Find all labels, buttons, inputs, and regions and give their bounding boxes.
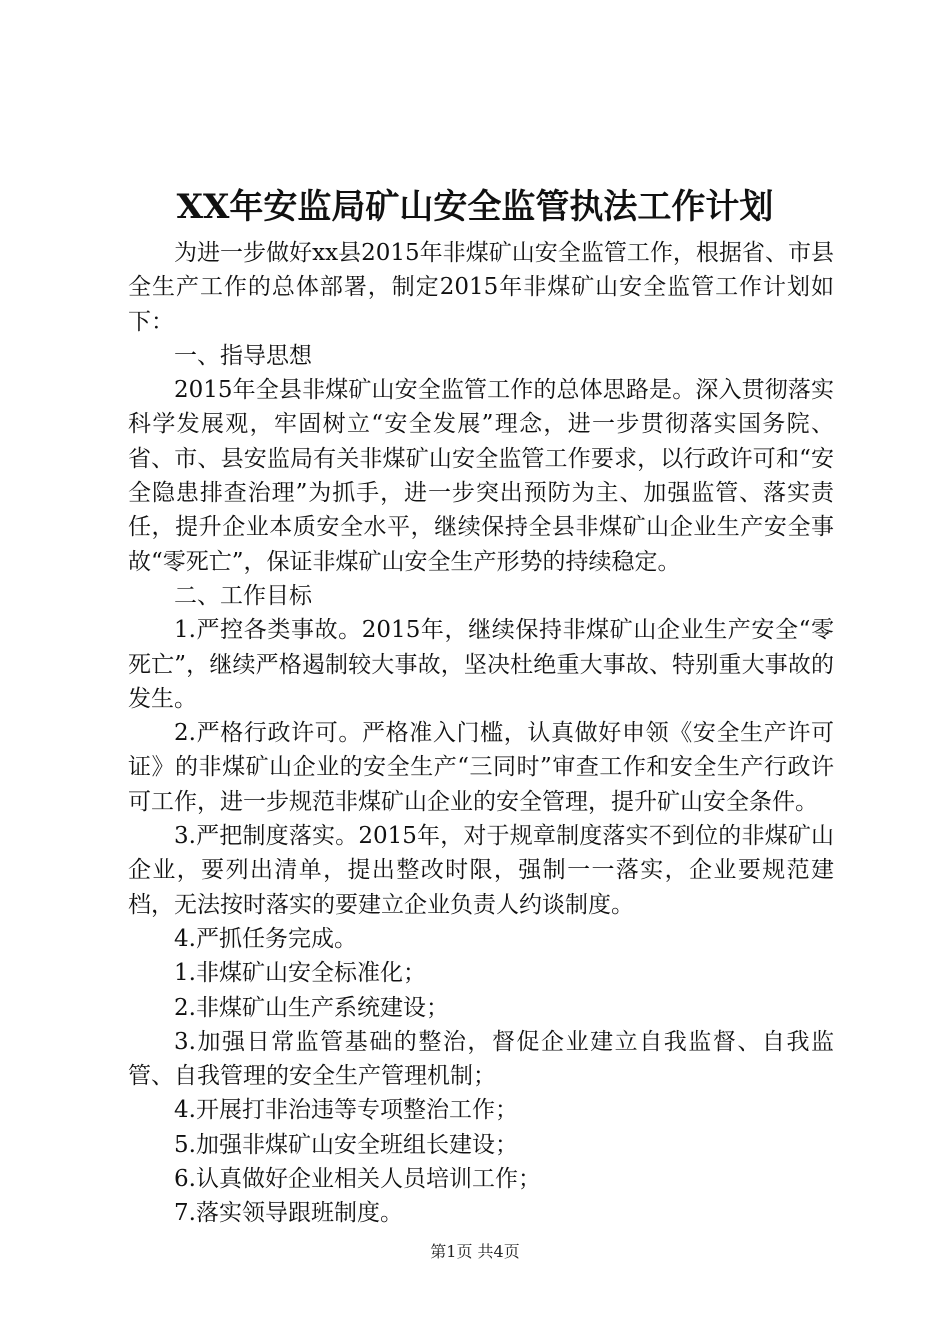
paragraph-goal-3: 3.严把制度落实。2015年，对于规章制度落实不到位的非煤矿山企业，要列出清单，提出整改时限，强制一一落实，企业要规范建档，无法按时落实的要建立企业负责人约谈制度。 [128, 823, 834, 918]
list-item: 5.加强非煤矿山安全班组长建设； [174, 1131, 518, 1158]
page-number: 第1页 共4页 [430, 1242, 520, 1261]
list-item: 1.非煤矿山安全标准化； [174, 960, 426, 987]
list-item: 2.非煤矿山生产系统建设； [174, 994, 449, 1021]
paragraph-goal-4: 4.严抓任务完成。 [174, 925, 357, 952]
list-item: 6.认真做好企业相关人员培训工作； [174, 1166, 541, 1193]
paragraph-goal-2: 2.严格行政许可。严格准入门槛，认真做好申领《安全生产许可证》的非煤矿山企业的安全生产“三同时”审查工作和安全生产行政许可工作，进一步规范非煤矿山企业的安全管理，提升矿山安全条件。 [128, 720, 834, 815]
list-item: 7.落实领导跟班制度。 [174, 1200, 403, 1227]
paragraph-intro: 为进一步做好xx县2015年非煤矿山安全监管工作，根据省、市县全生产工作的总体部署，制定2015年非煤矿山安全监管工作计划如下： [128, 240, 834, 335]
list-item: 4.开展打非治违等专项整治工作； [174, 1097, 518, 1124]
list-item: 3.加强日常监管基础的整治，督促企业建立自我监督、自我监管、自我管理的安全生产管理机制； [128, 1028, 834, 1090]
heading-work-goals: 二、工作目标 [174, 582, 312, 609]
document-body [128, 236, 834, 1231]
paragraph-guiding-idea: 2015年全县非煤矿山安全监管工作的总体思路是。深入贯彻落实科学发展观，牢固树立“安全发展”理念，进一步贯彻落实国务院、省、市、县安监局有关非煤矿山安全监管工作要求，以行政许可和“安全隐患排查治理”为抓手，进一步突出预防为主、加强监管、落实责任，提升企业本质安全水平，继续保持全县非煤矿山企业生产安全事故“零死亡”，保证非煤矿山安全生产形势的持续稳定。 [128, 377, 834, 575]
paragraph-goal-1: 1.严控各类事故。2015年，继续保持非煤矿山企业生产安全“零死亡”，继续严格遏制较大事故，坚决杜绝重大事故、特别重大事故的发生。 [128, 617, 834, 712]
heading-guiding-idea: 一、指导思想 [174, 342, 312, 369]
document-title: XX年安监局矿山安全监管执法工作计划 [176, 187, 774, 227]
